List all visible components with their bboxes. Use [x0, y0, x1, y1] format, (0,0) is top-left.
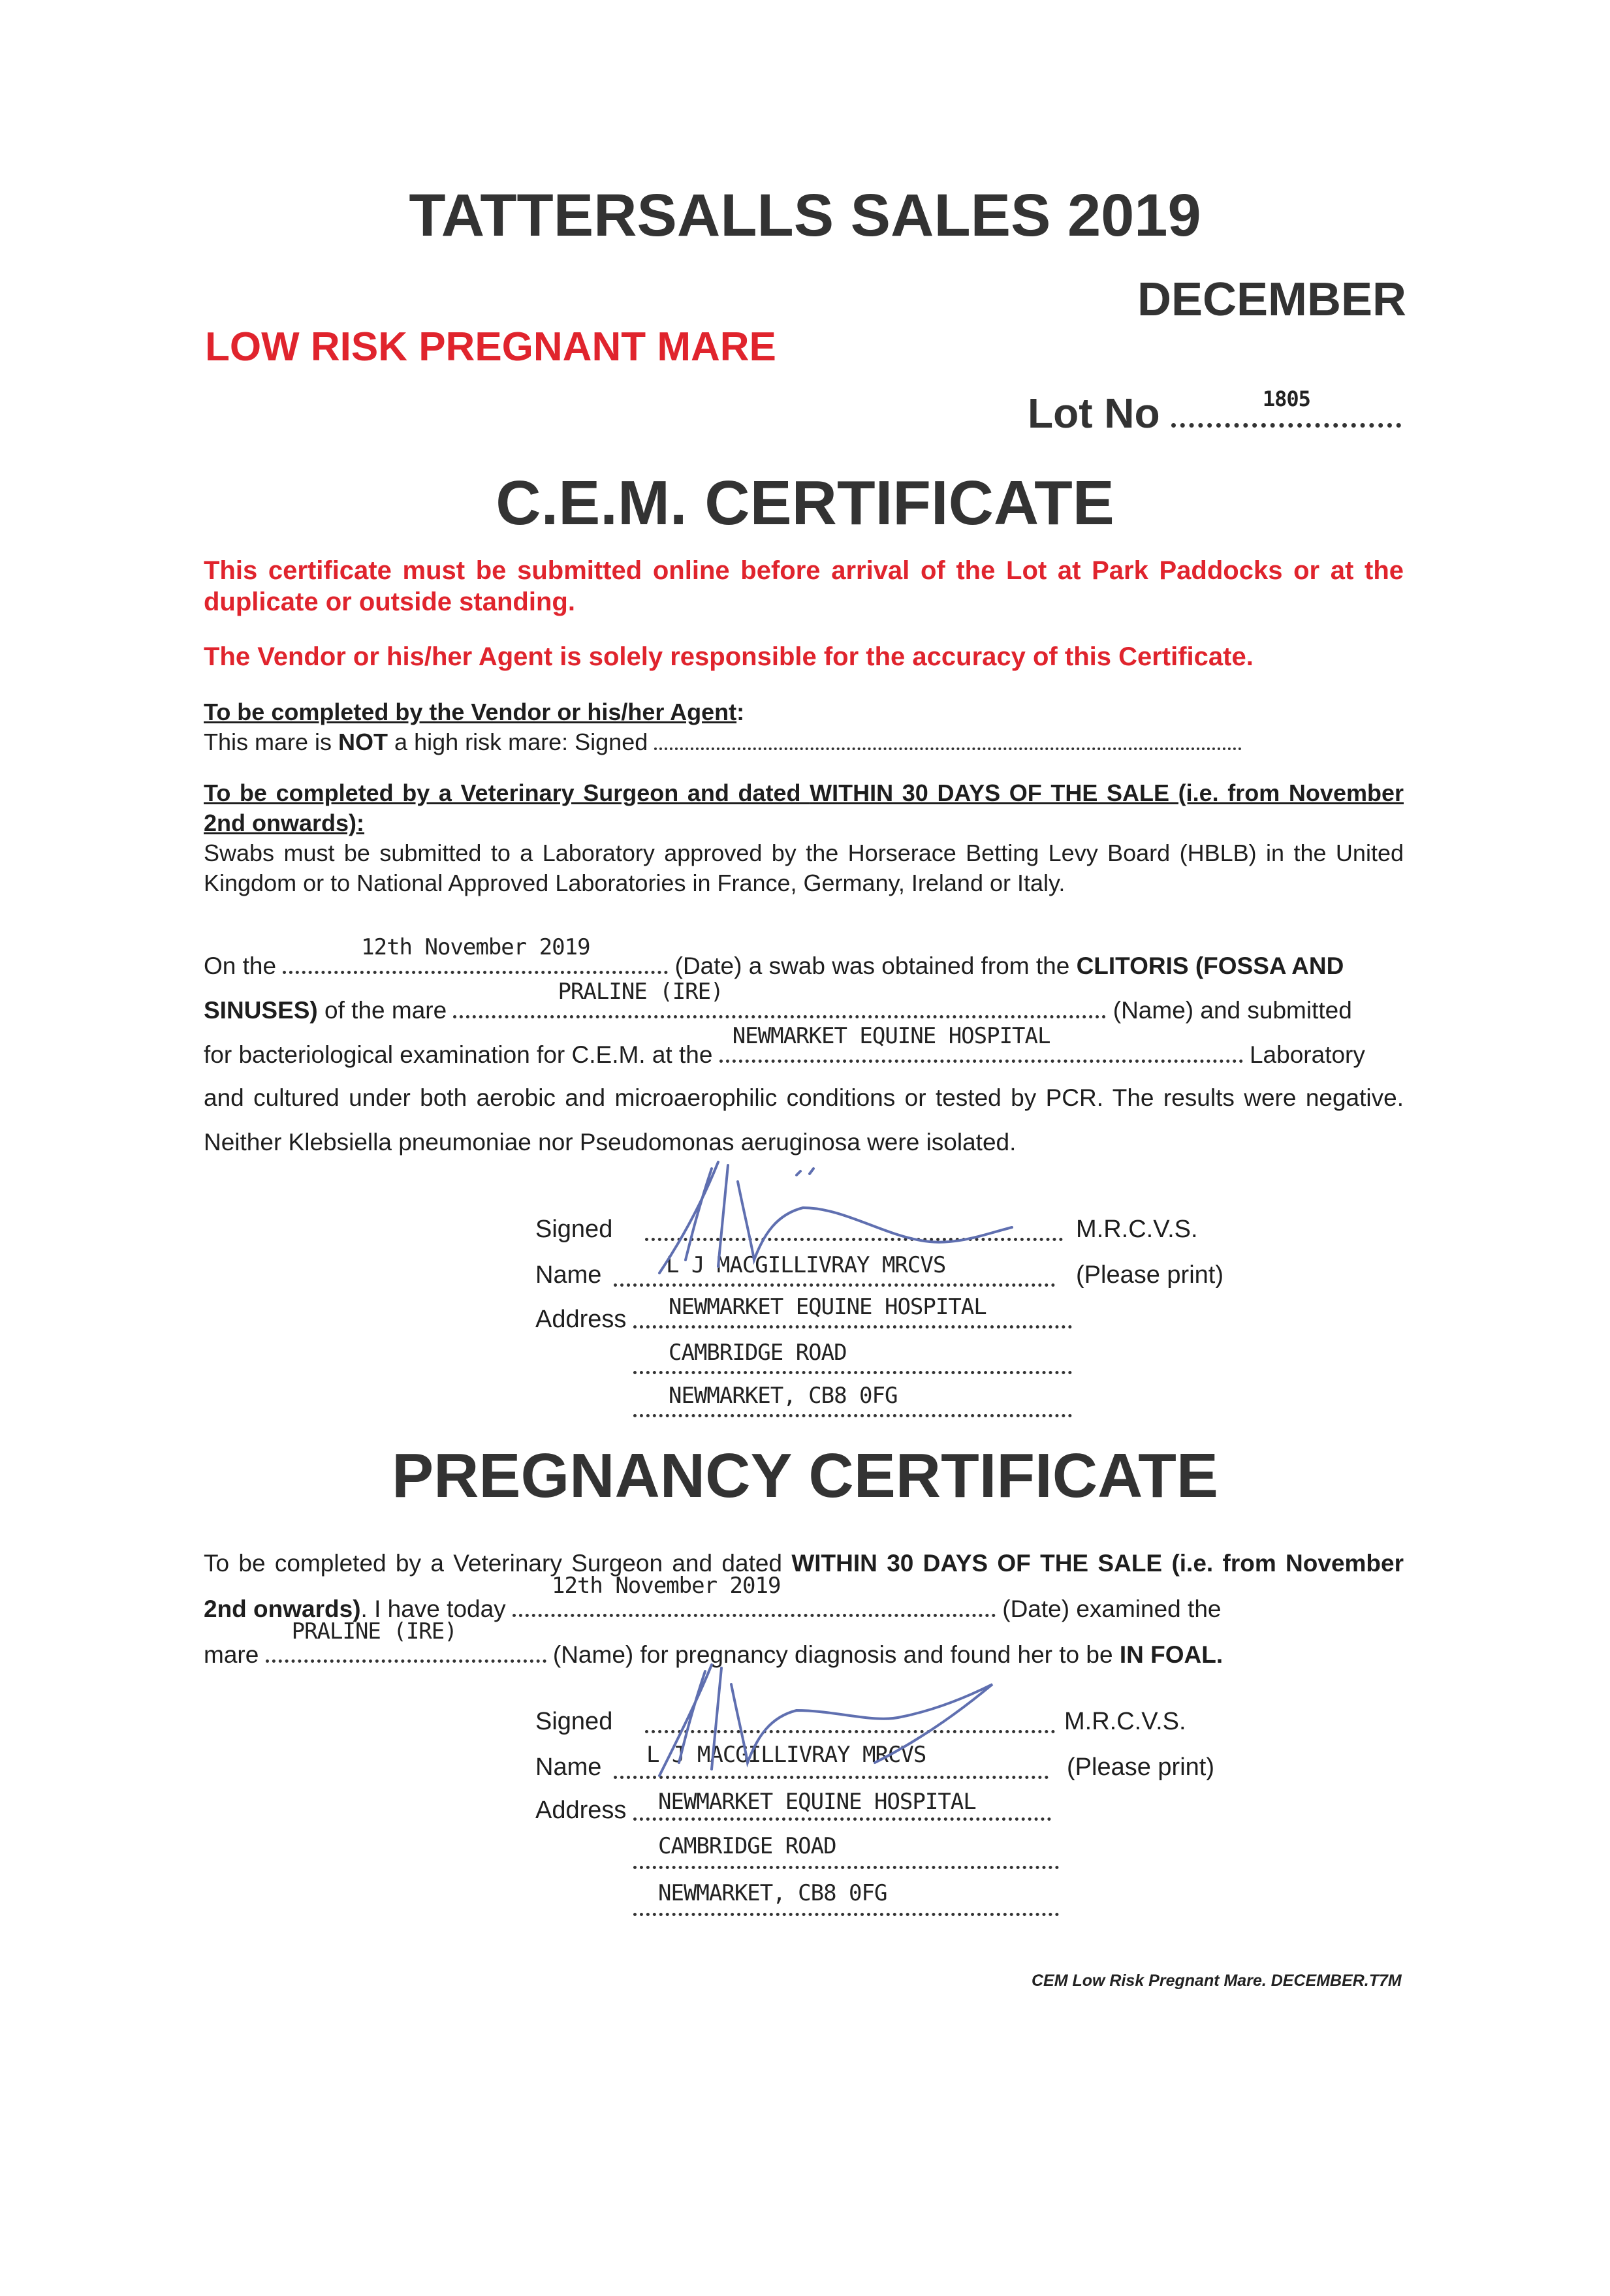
cem-laboratory-name: NEWMARKET EQUINE HOSPITAL [732, 1023, 1050, 1049]
cem-submission-notice: This certificate must be submitted online before arrival of the Lot at Park Paddocks or at the duplicate or outside standing. [204, 556, 1404, 616]
pregnancy-vet-signature [640, 1645, 1032, 1815]
certificate-category: LOW RISK PREGNANT MARE [205, 324, 776, 370]
sale-month: DECEMBER [1137, 274, 1407, 326]
sale-title: TATTERSALLS SALES 2019 [409, 182, 1201, 249]
pregnancy-address-line-1: NEWMARKET EQUINE HOSPITAL [658, 1789, 976, 1815]
vendor-declaration: This mare is NOT a high risk mare: Signed [204, 727, 1404, 757]
cem-address-label: Address [535, 1306, 627, 1333]
pregnancy-address-line-3: NEWMARKET, CB8 0FG [658, 1880, 887, 1906]
pregnancy-exam-date: 12th November 2019 [551, 1573, 781, 1599]
cem-swab-date: 12th November 2019 [361, 934, 590, 960]
cem-signed-label: Signed [535, 1216, 613, 1243]
form-reference: CEM Low Risk Pregnant Mare. DECEMBER.T7M [1032, 1972, 1402, 1990]
lot-label: Lot No [1028, 390, 1160, 437]
cem-results-text: and cultured under both aerobic and microaerophilic conditions or tested by PCR. The results were negative. Neither Klebsiella pneumoniae nor Pseudomonas aeruginosa were isolated. [204, 1084, 1404, 1156]
cem-responsibility-notice: The Vendor or his/her Agent is solely responsible for the accuracy of this Certificate. [204, 642, 1254, 671]
vendor-signature-line [654, 747, 1242, 750]
pregnancy-signed-label: Signed [535, 1708, 613, 1735]
lot-number-value: 1805 [1262, 386, 1310, 411]
pregnancy-vet-name: L J MACGILLIVRAY MRCVS [646, 1742, 926, 1768]
lot-number-field [1028, 386, 1401, 437]
cem-body: On the 12th November 2019 (Date) a swab was obtained from the CLITORIS (FOSSA AND SINUSES) of the mare PRALINE (IRE) (Name) and submitted for bacteriological examination for C.E.M. at the NEWMARKET EQUINE HOSPITAL Laboratory and cultured under both aerobic and microaerophilic conditions or tested by PCR. The results were negative. Neither Klebsiella pneumoniae nor Pseudomonas aeruginosa were isolated. [204, 948, 1404, 1165]
cem-mrcvs: M.R.C.V.S. [1076, 1216, 1198, 1243]
cem-address-line-2: CAMBRIDGE ROAD [669, 1340, 847, 1366]
pregnancy-mrcvs: M.R.C.V.S. [1064, 1708, 1186, 1735]
vet-section-heading: To be completed by a Veterinary Surgeon and dated WITHIN 30 DAYS OF THE SALE (i.e. from November 2nd onwards): Swabs must be submitted to a Laboratory approved by the Horserace Betting Levy Board (HBLB) in the United Kingdom or to National Approved Laboratories in France, Germany, Ireland or Italy. [204, 778, 1404, 898]
vendor-section [204, 697, 1404, 757]
swab-requirements: Swabs must be submitted to a Laboratory approved by the Horserace Betting Levy Board (HBLB) in the United Kingdom or to National Approved Laboratories in France, Germany, Ireland or Italy. [204, 840, 1404, 896]
cem-title: C.E.M. CERTIFICATE [496, 468, 1114, 538]
cem-vet-signature [646, 1136, 1038, 1306]
pregnancy-name-label: Name [535, 1753, 602, 1781]
cem-vet-name: L J MACGILLIVRAY MRCVS [666, 1252, 946, 1278]
pregnancy-body: To be completed by a Veterinary Surgeon and dated WITHIN 30 DAYS OF THE SALE (i.e. from November 2nd onwards). I have today 12th November 2019 (Date) examined the mare PRALINE (IRE) (Name) for pregnancy diagnosis and found her to be IN FOAL. [204, 1550, 1404, 1668]
pregnancy-address-label: Address [535, 1797, 627, 1824]
pregnancy-mare-name: PRALINE (IRE) [291, 1618, 457, 1644]
pregnancy-please-print: (Please print) [1067, 1753, 1214, 1781]
pregnancy-title: PREGNANCY CERTIFICATE [392, 1441, 1218, 1511]
cem-address-line-1: NEWMARKET EQUINE HOSPITAL [669, 1294, 987, 1320]
cem-name-label: Name [535, 1261, 602, 1289]
cem-mare-name: PRALINE (IRE) [558, 979, 723, 1005]
pregnancy-address-line-2: CAMBRIDGE ROAD [658, 1833, 836, 1859]
cem-please-print: (Please print) [1076, 1261, 1223, 1289]
cem-address-line-3: NEWMARKET, CB8 0FG [669, 1383, 898, 1409]
vendor-heading: To be completed by the Vendor or his/her Agent: [204, 699, 745, 725]
